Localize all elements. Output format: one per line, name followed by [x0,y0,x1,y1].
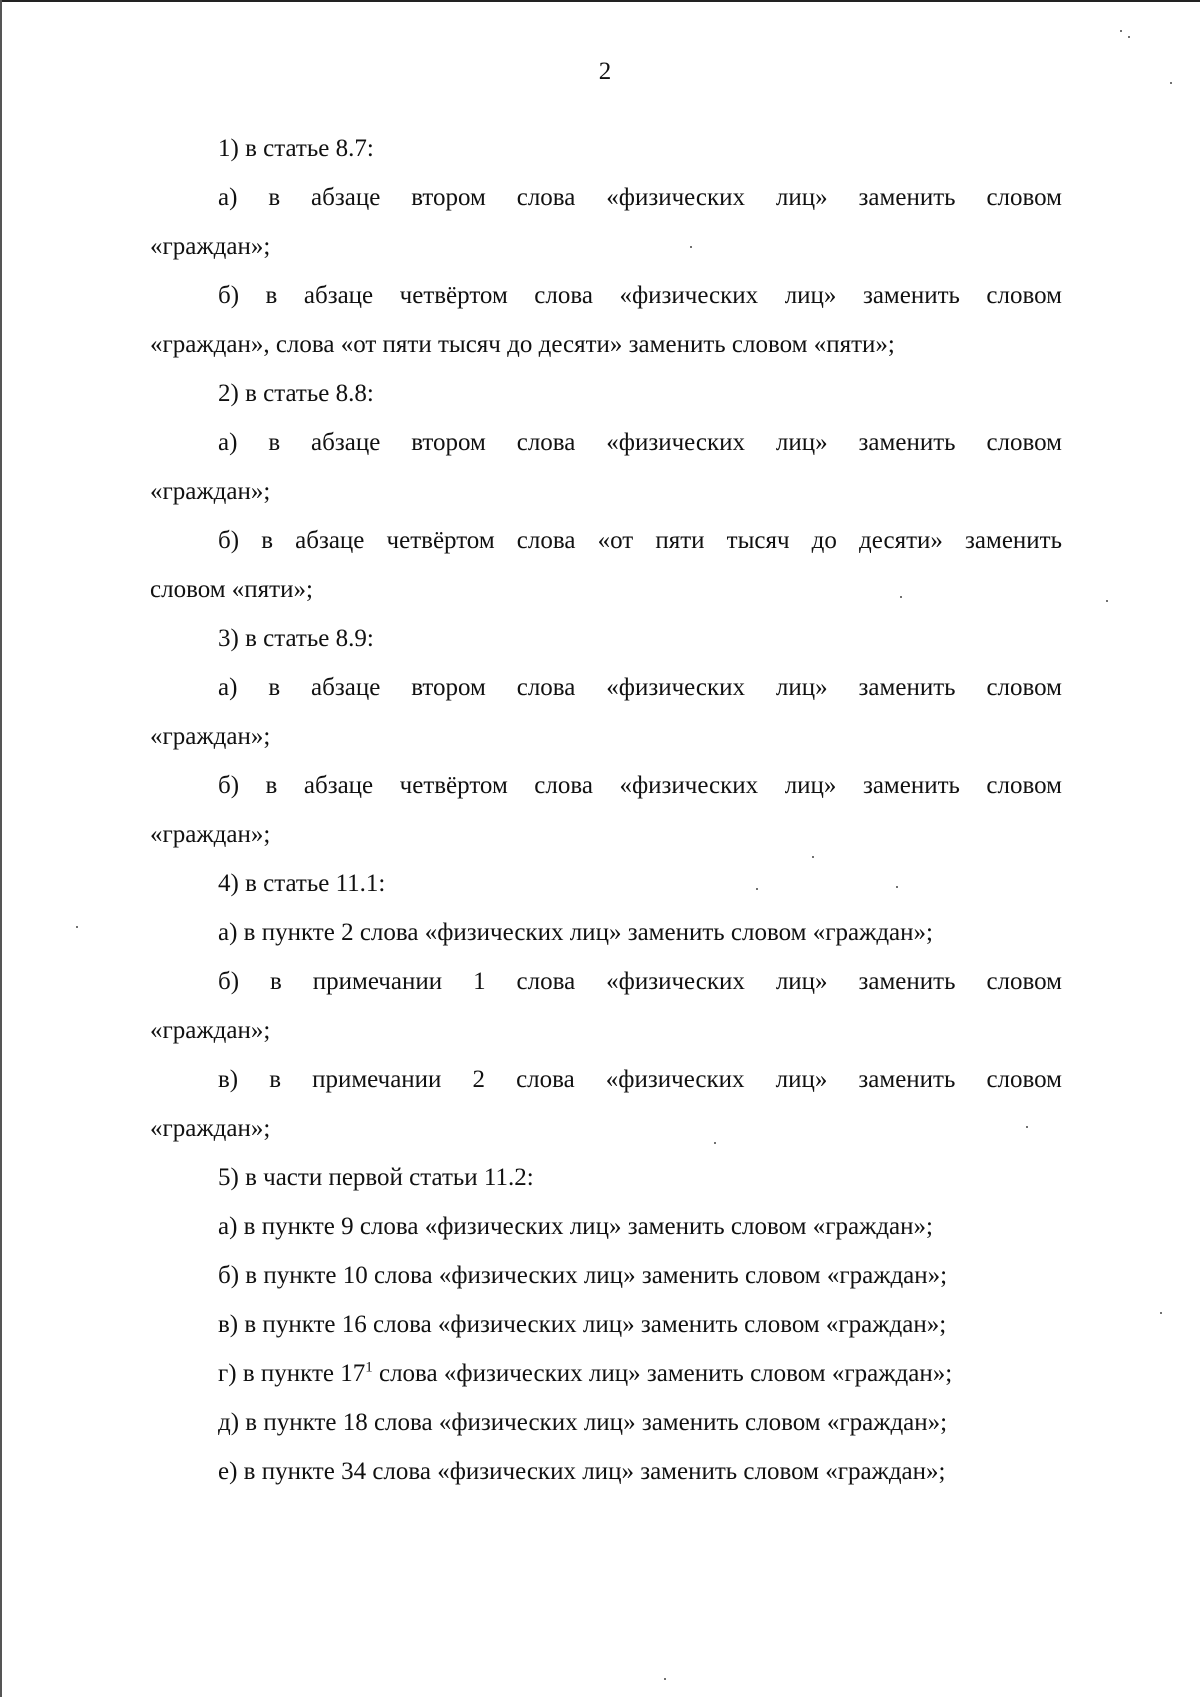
item-3a-line2: «граждан»; [150,723,271,750]
item-5d-pre: г) в пункте 17 [218,1360,366,1387]
page-number: 2 [598,58,612,85]
item-5a: а) в пункте 9 слова «физических лиц» заменить словом «граждан»; [218,1213,933,1240]
item-2b-line2: словом «пяти»; [150,576,313,603]
item-4b-line1: б) в примечании 1 слова «физических лиц» заменить словом [218,968,1062,995]
scan-speck [1160,1312,1162,1314]
item-5e: д) в пункте 18 слова «физических лиц» заменить словом «граждан»; [218,1409,948,1436]
scan-speck [900,596,902,598]
item-5f: е) в пункте 34 слова «физических лиц» заменить словом «граждан»; [218,1458,946,1485]
item-1-heading: 1) в статье 8.7: [218,135,374,162]
scan-speck [1128,36,1130,38]
item-5d-post: слова «физических лиц» заменить словом «граждан»; [372,1360,953,1387]
scan-speck [714,1142,716,1144]
scan-speck [690,246,692,248]
scan-speck [1120,30,1122,32]
item-1b-line1: б) в абзаце четвёртом слова «физических лиц» заменить словом [218,282,1062,309]
item-1a-line2: «граждан»; [150,233,271,260]
item-4c-line2: «граждан»; [150,1115,271,1142]
item-4-heading: 4) в статье 11.1: [218,870,386,897]
scan-speck [76,926,78,928]
item-3a-line1: а) в абзаце втором слова «физических лиц» заменить словом [218,674,1062,701]
item-5d [150,1349,1062,1398]
item-1a-line1: а) в абзаце втором слова «физических лиц» заменить словом [218,184,1062,211]
item-5c: в) в пункте 16 слова «физических лиц» заменить словом «граждан»; [218,1311,947,1338]
item-2a-line1: а) в абзаце втором слова «физических лиц» заменить словом [218,429,1062,456]
scan-speck [1170,82,1172,84]
scan-speck [896,886,898,888]
item-1b-line2: «граждан», слова «от пяти тысяч до десяти» заменить словом «пяти»; [150,331,895,358]
item-3b-line2: «граждан»; [150,821,271,848]
scan-edge-left [0,0,2,1697]
scan-speck [664,1678,666,1680]
item-5d-superscript: 1 [365,1359,373,1376]
item-5-heading: 5) в части первой статьи 11.2: [218,1164,534,1191]
item-2a-line2: «граждан»; [150,478,271,505]
item-3b-line1: б) в абзаце четвёртом слова «физических лиц» заменить словом [218,772,1062,799]
document-body [150,124,1062,1496]
item-3-heading: 3) в статье 8.9: [218,625,374,652]
item-4c-line1: в) в примечании 2 слова «физических лиц» заменить словом [218,1066,1062,1093]
scan-speck [756,888,758,890]
item-5b: б) в пункте 10 слова «физических лиц» заменить словом «граждан»; [218,1262,948,1289]
scan-speck [812,856,814,858]
item-2-heading: 2) в статье 8.8: [218,380,374,407]
item-4b-line2: «граждан»; [150,1017,271,1044]
scan-speck [1026,1126,1028,1128]
scan-edge-top [0,0,1200,2]
item-4a: а) в пункте 2 слова «физических лиц» заменить словом «граждан»; [218,919,933,946]
scan-speck [1106,600,1108,602]
item-2b-line1: б) в абзаце четвёртом слова «от пяти тысяч до десяти» заменить [218,527,1062,554]
